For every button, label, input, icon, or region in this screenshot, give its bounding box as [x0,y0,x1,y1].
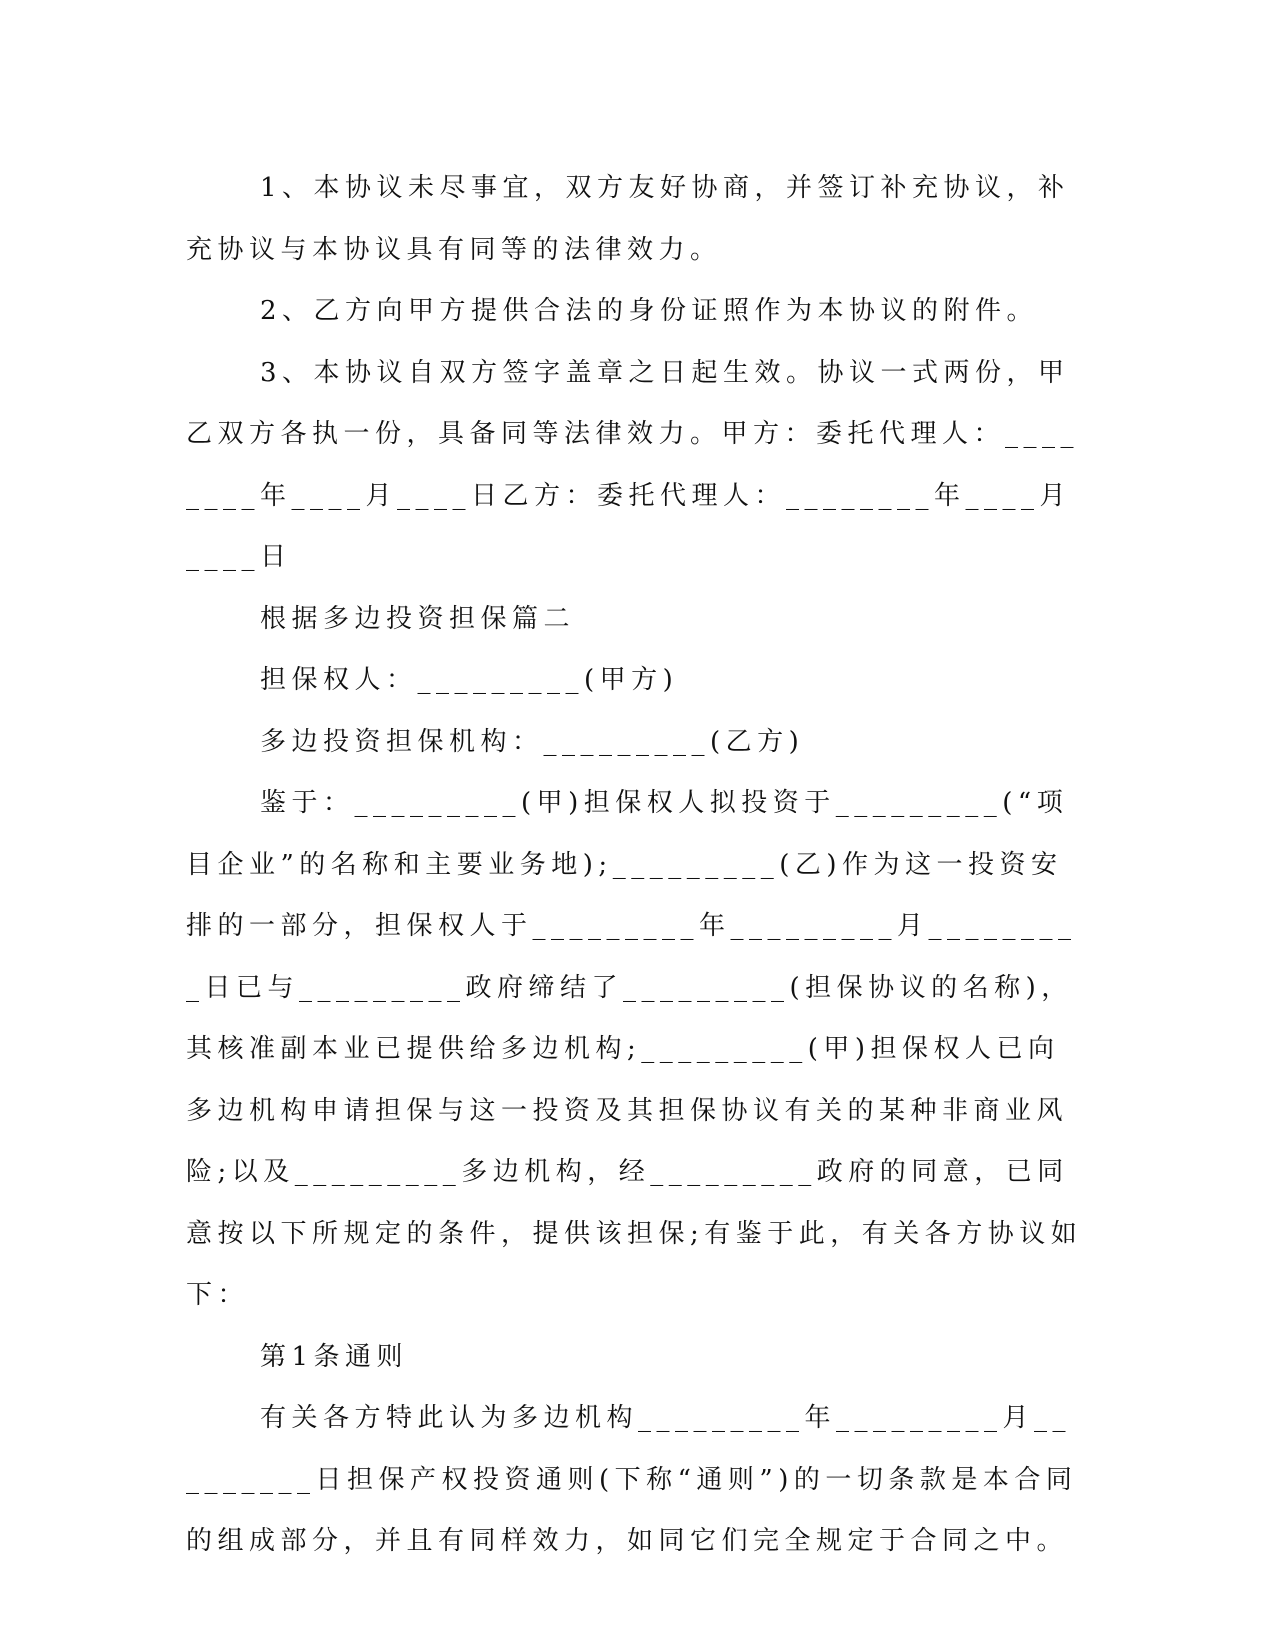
whereas-paragraph: 鉴于：_________(甲)担保权人拟投资于_________(“项目企业”的名称和主要业务地);_________(乙)作为这一投资安排的一部分，担保权人于_________年_________月_________日已与_________政府缔结了_________(担保协议的名称)，其核准副本业已提供给多边机构;_________(甲)担保权人已向多边机构申请担保与这一投资及其担保协议有关的某种非商业风险;以及_________多边机构，经_________政府的同意，已同意按以下所规定的条件，提供该担保;有鉴于此，有关各方协议如下： [186,788,1083,1310]
clause-3-paragraph: 3、本协议自双方签字盖章之日起生效。协议一式两份，甲乙双方各执一份，具备同等法律效力。甲方：委托代理人：________年____月____日乙方：委托代理人：________年____月____日 [186,357,1080,572]
guarantee-agency-line: 多边投资担保机构：_________(乙方) [260,726,805,757]
clause-2-paragraph: 2、乙方向甲方提供合法的身份证照作为本协议的附件。 [260,296,1039,326]
section-heading: 根据多边投资担保篇二 [260,603,576,634]
article-1-heading: 第1条通则 [260,1341,409,1372]
guarantee-holder-line: 担保权人：_________(甲方) [260,665,679,695]
document-body [186,158,1086,1573]
clause-1-paragraph: 1、本协议未尽事宜，双方友好协商，并签订补充协议，补充协议与本协议具有同等的法律效力。 [186,173,1070,265]
article-1-paragraph: 有关各方特此认为多边机构_________年_________月_________日担保产权投资通则(下称“通则”)的一切条款是本合同的组成部分，并且有同样效力，如同它们完全规定于合同之中。 [186,1403,1078,1556]
